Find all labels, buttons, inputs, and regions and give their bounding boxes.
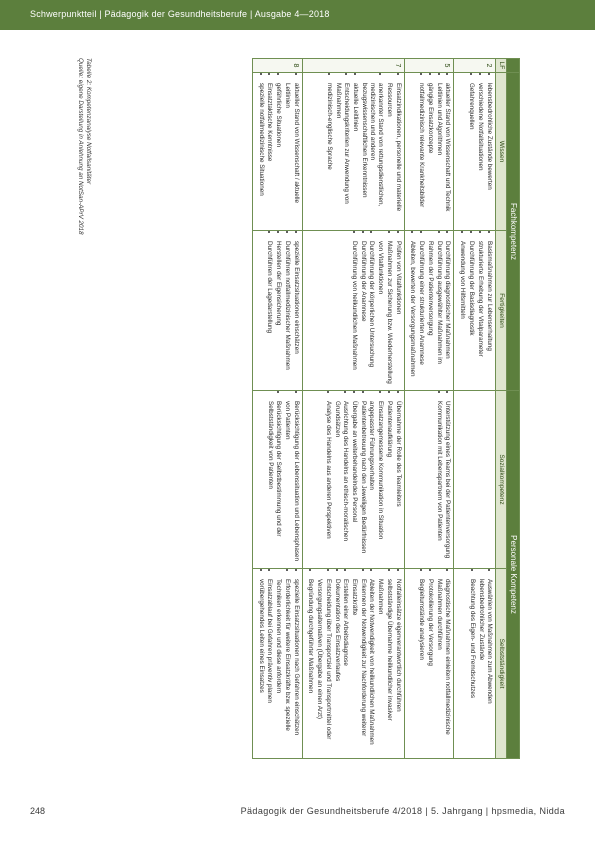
competence-table: [252, 58, 520, 759]
col-header-selbststaendigkeit: Selbstständigkeit: [496, 569, 507, 759]
list-item: • Kommunikation mit Lebenspartnern von Patienten: [434, 401, 442, 565]
cell-fertigkeiten: [252, 231, 302, 391]
list-item: • Notfalleinsätze eigenverantwortlich durchführen: [393, 579, 401, 755]
lernfeld-number: 5: [404, 59, 454, 73]
bullet-list: [306, 571, 401, 755]
cell-wissen: [404, 73, 454, 231]
cell-wissen: [252, 73, 302, 231]
list-item: • Erstellen einer Arbeitsdiagnose: [341, 579, 349, 755]
caption-source: Quelle: eigene Darstellung in Anlehnung an NotSan-APrV 2018: [77, 58, 84, 235]
list-item: • spezielle Einsatzsituationen nach Gefahren einschätzen: [291, 579, 299, 755]
cell-sozial: [252, 391, 302, 569]
list-item: • gefährliche Situationen: [274, 83, 282, 227]
cell-wissen: [302, 73, 404, 231]
list-item: • Gefahrenquellen: [467, 83, 475, 227]
list-item: • Einsatztaktische Kenntnisse: [265, 83, 273, 227]
page-footer: [30, 806, 565, 820]
bullet-list: [408, 233, 451, 387]
list-item: • Einsatzangemessene Kommunikation in Situation angepasster Führungsverhalten: [367, 401, 384, 565]
list-item: • Analyse des Handelns aus anderen Perspektiven: [323, 401, 331, 565]
bullet-list: [416, 75, 451, 227]
list-item: • Durchführen notfallmedizinischer Maßnahmen: [282, 241, 290, 387]
list-item: • Entscheidungskriterien zur Anwendung von Maßnahmen: [333, 83, 350, 227]
list-item: • Anwendung von Hilfsmitteln: [458, 241, 466, 387]
list-item: • Durchführung der Anamnese: [358, 241, 366, 387]
list-item: • Basismaßnahmen zur Lebenserhaltung: [485, 241, 493, 387]
list-item: • Begründung durchgeführter Maßnahmen: [306, 579, 314, 755]
list-item: • Durchführung der körperlichen Untersuchung: [367, 241, 375, 387]
rotated-table-area: [77, 58, 520, 758]
cell-fertigkeiten: [454, 231, 496, 391]
list-item: • Durchführung diagnostischer Maßnahmen: [443, 241, 451, 387]
list-item: • Berücksichtigung der Lebenssituation und Lebensphasen von Patienten: [283, 401, 300, 565]
cell-selbst: [252, 569, 302, 759]
list-item: • aktueller Stand von Wissenschaft und Technik: [443, 83, 451, 227]
bullet-list: [468, 571, 493, 755]
cell-selbst: [302, 569, 404, 759]
bullet-list: [325, 75, 402, 227]
lernfeld-number: 7: [302, 59, 404, 73]
band-personale-kompetenz: Personale Kompetenz: [507, 391, 520, 759]
list-item: • Entscheidung über Transportziel und Transportmittel oder Versorgungsalternativen (Übergabe an einen Arzt): [315, 579, 332, 755]
list-item: • Patientenaufklärung: [384, 401, 392, 565]
list-item: • Ableiten, bewerten der Versorgungsmaßnahmen: [408, 241, 416, 387]
table-row: [404, 59, 454, 759]
list-item: • Berücksichtigung der Selbstbestimmung und der Selbstständigkeit von Patienten: [266, 401, 283, 565]
list-item: • Übergabe an weiterbehandelndes Personal: [349, 401, 357, 565]
list-item: • Einsatzablauf bei Gefahren präventiv planen: [265, 579, 273, 755]
list-item: • Prüfen von Vitalfunktionen: [393, 241, 401, 387]
list-item: • Ableiten der Notwendigkeit von heilkundlichen Maßnahmen: [367, 579, 375, 755]
running-header: [0, 0, 595, 30]
page-number: 248: [30, 806, 46, 816]
bullet-list: [323, 393, 401, 565]
bullet-list: [458, 233, 493, 387]
cell-selbst: [404, 569, 454, 759]
list-item: • Durchführung von heilkundlichen Maßnahmen: [349, 241, 357, 387]
list-item: • diagnostische Maßnahmen einleiten notfallmedizinische Maßnahmen durchführen: [435, 579, 452, 755]
table-caption: [76, 58, 92, 758]
col-header-fertigkeiten: Fertigkeiten: [496, 231, 507, 391]
cell-sozial: [454, 391, 496, 569]
list-item: • Einsatzindikationen, personelle und materielle Ressourcen: [385, 83, 402, 227]
list-item: • Leitlinien und Algorithmen: [434, 83, 442, 227]
cell-selbst: [454, 569, 496, 759]
cell-fertigkeiten: [404, 231, 454, 391]
list-item: • Durchführung der Basisdiagnostik: [467, 241, 475, 387]
cell-sozial: [302, 391, 404, 569]
footer-text: Pädagogik der Gesundheitsberufe 4/2018 | 5. Jahrgang | hpsmedia, Nidda: [240, 806, 565, 816]
list-item: • Maßnahmen zur Sicherung bzw. Wiederherstellung von Vitalfunktionen: [376, 241, 393, 387]
bullet-list: [417, 571, 451, 755]
cell-fertigkeiten: [302, 231, 404, 391]
list-item: • Ausrichtung des Handelns an ethisch-moralischen Grundsätzen: [332, 401, 349, 565]
bullet-list: [467, 75, 493, 227]
list-item: • Dokumentation des Einsatzverlaufes: [332, 579, 340, 755]
list-item: • gängige Einsatzkonzepte: [425, 83, 433, 227]
list-item: • notfallmedizinisch relevante Krankheitsbilder: [416, 83, 424, 227]
caption-title: Tabelle 2: Kompetenzanalyse Notfallsanitäter: [85, 58, 92, 185]
list-item: • Durchführung ausgewählter Maßnahmen im Rahmen der Patientenversorgung: [426, 241, 443, 387]
header-text: Schwerpunktteil | Pädagogik der Gesundheitsberufe | Ausgabe 4—2018: [30, 9, 330, 19]
list-item: • lebensbedrohliche Zustände bewerten: [485, 83, 493, 227]
list-item: • Patientenbetreuung nach den Jeweiligen Bedürfnissen: [358, 401, 366, 565]
lernfeld-number: 8: [252, 59, 302, 73]
band-fachkompetenz: Fachkompetenz: [507, 73, 520, 391]
list-item: • verschiedene Notfallsituationen: [476, 83, 484, 227]
list-item: • medizinisch-englische Sprache: [325, 83, 333, 227]
list-item: • anerkannter Stand von rettungsdienstlichen, medizinischen und anderen bezugswissenschaftlichen Erkenntnissen: [360, 83, 385, 227]
bullet-list: [266, 393, 300, 565]
list-item: • Beachtung des Eigen- und Fremdschutzes: [468, 579, 476, 755]
table-row: [252, 59, 302, 759]
bullet-list: [256, 75, 299, 227]
list-item: • Auswählen von Maßnahmen zum Abwenden lebensbedrohlicher Zustände: [476, 579, 493, 755]
list-item: • Durchführung einer strukturierten Anamnese: [417, 241, 425, 387]
col-header-sozialkompetenz: Sozialkompetenz: [496, 391, 507, 569]
col-header-lf: LF: [496, 59, 507, 73]
list-item: • Erkennen der Notwendigkeit zur Nachforderung weiterer Einsatzkräfte: [350, 579, 367, 755]
list-item: • Erforderlichkeit für weitere Einsatzkräfte bzw. spezielle Techniken erkennen und diese anfordern: [274, 579, 291, 755]
bullet-list: [256, 571, 299, 755]
table-row: [302, 59, 404, 759]
cell-sozial: [404, 391, 454, 569]
table-body: [252, 59, 495, 759]
list-item: • Unterstützung eines Teams bei der Patientenversorgung: [443, 401, 451, 565]
list-item: • vorübergehendes Leiten eines Einsatzes: [256, 579, 264, 755]
list-item: • strukturierte Erhebung der Vitalparameter: [476, 241, 484, 387]
list-item: • aktuelle Leitlinien: [351, 83, 359, 227]
list-item: • spezielle Einsatzsituationen einschätzen: [291, 241, 299, 387]
bullet-list: [349, 233, 401, 387]
list-item: • Übernahme der Rolle des Teamleiters: [393, 401, 401, 565]
bullet-list: [434, 393, 451, 565]
list-item: • aktueller Stand von Wissenschaft / aktuelle Leitlinien: [283, 83, 300, 227]
lernfeld-number: 2: [454, 59, 496, 73]
table-row: [454, 59, 496, 759]
band-empty: [507, 59, 520, 73]
col-header-wissen: Wissen: [496, 73, 507, 231]
list-item: • spezielle notfallmedizinische Situationen: [256, 83, 264, 227]
bullet-list: [265, 233, 300, 387]
list-item: • selbstständige Übernahme heilkundlicher invasiver Maßnahmen: [376, 579, 393, 755]
list-item: • Durchführen der Lagedarstellung: [265, 241, 273, 387]
list-item: • Begleitumstände analysieren: [417, 579, 425, 755]
cell-wissen: [454, 73, 496, 231]
list-item: • Protokollierung der Versorgung: [426, 579, 434, 755]
list-item: • Herstellen der Eigensicherung: [273, 241, 281, 387]
